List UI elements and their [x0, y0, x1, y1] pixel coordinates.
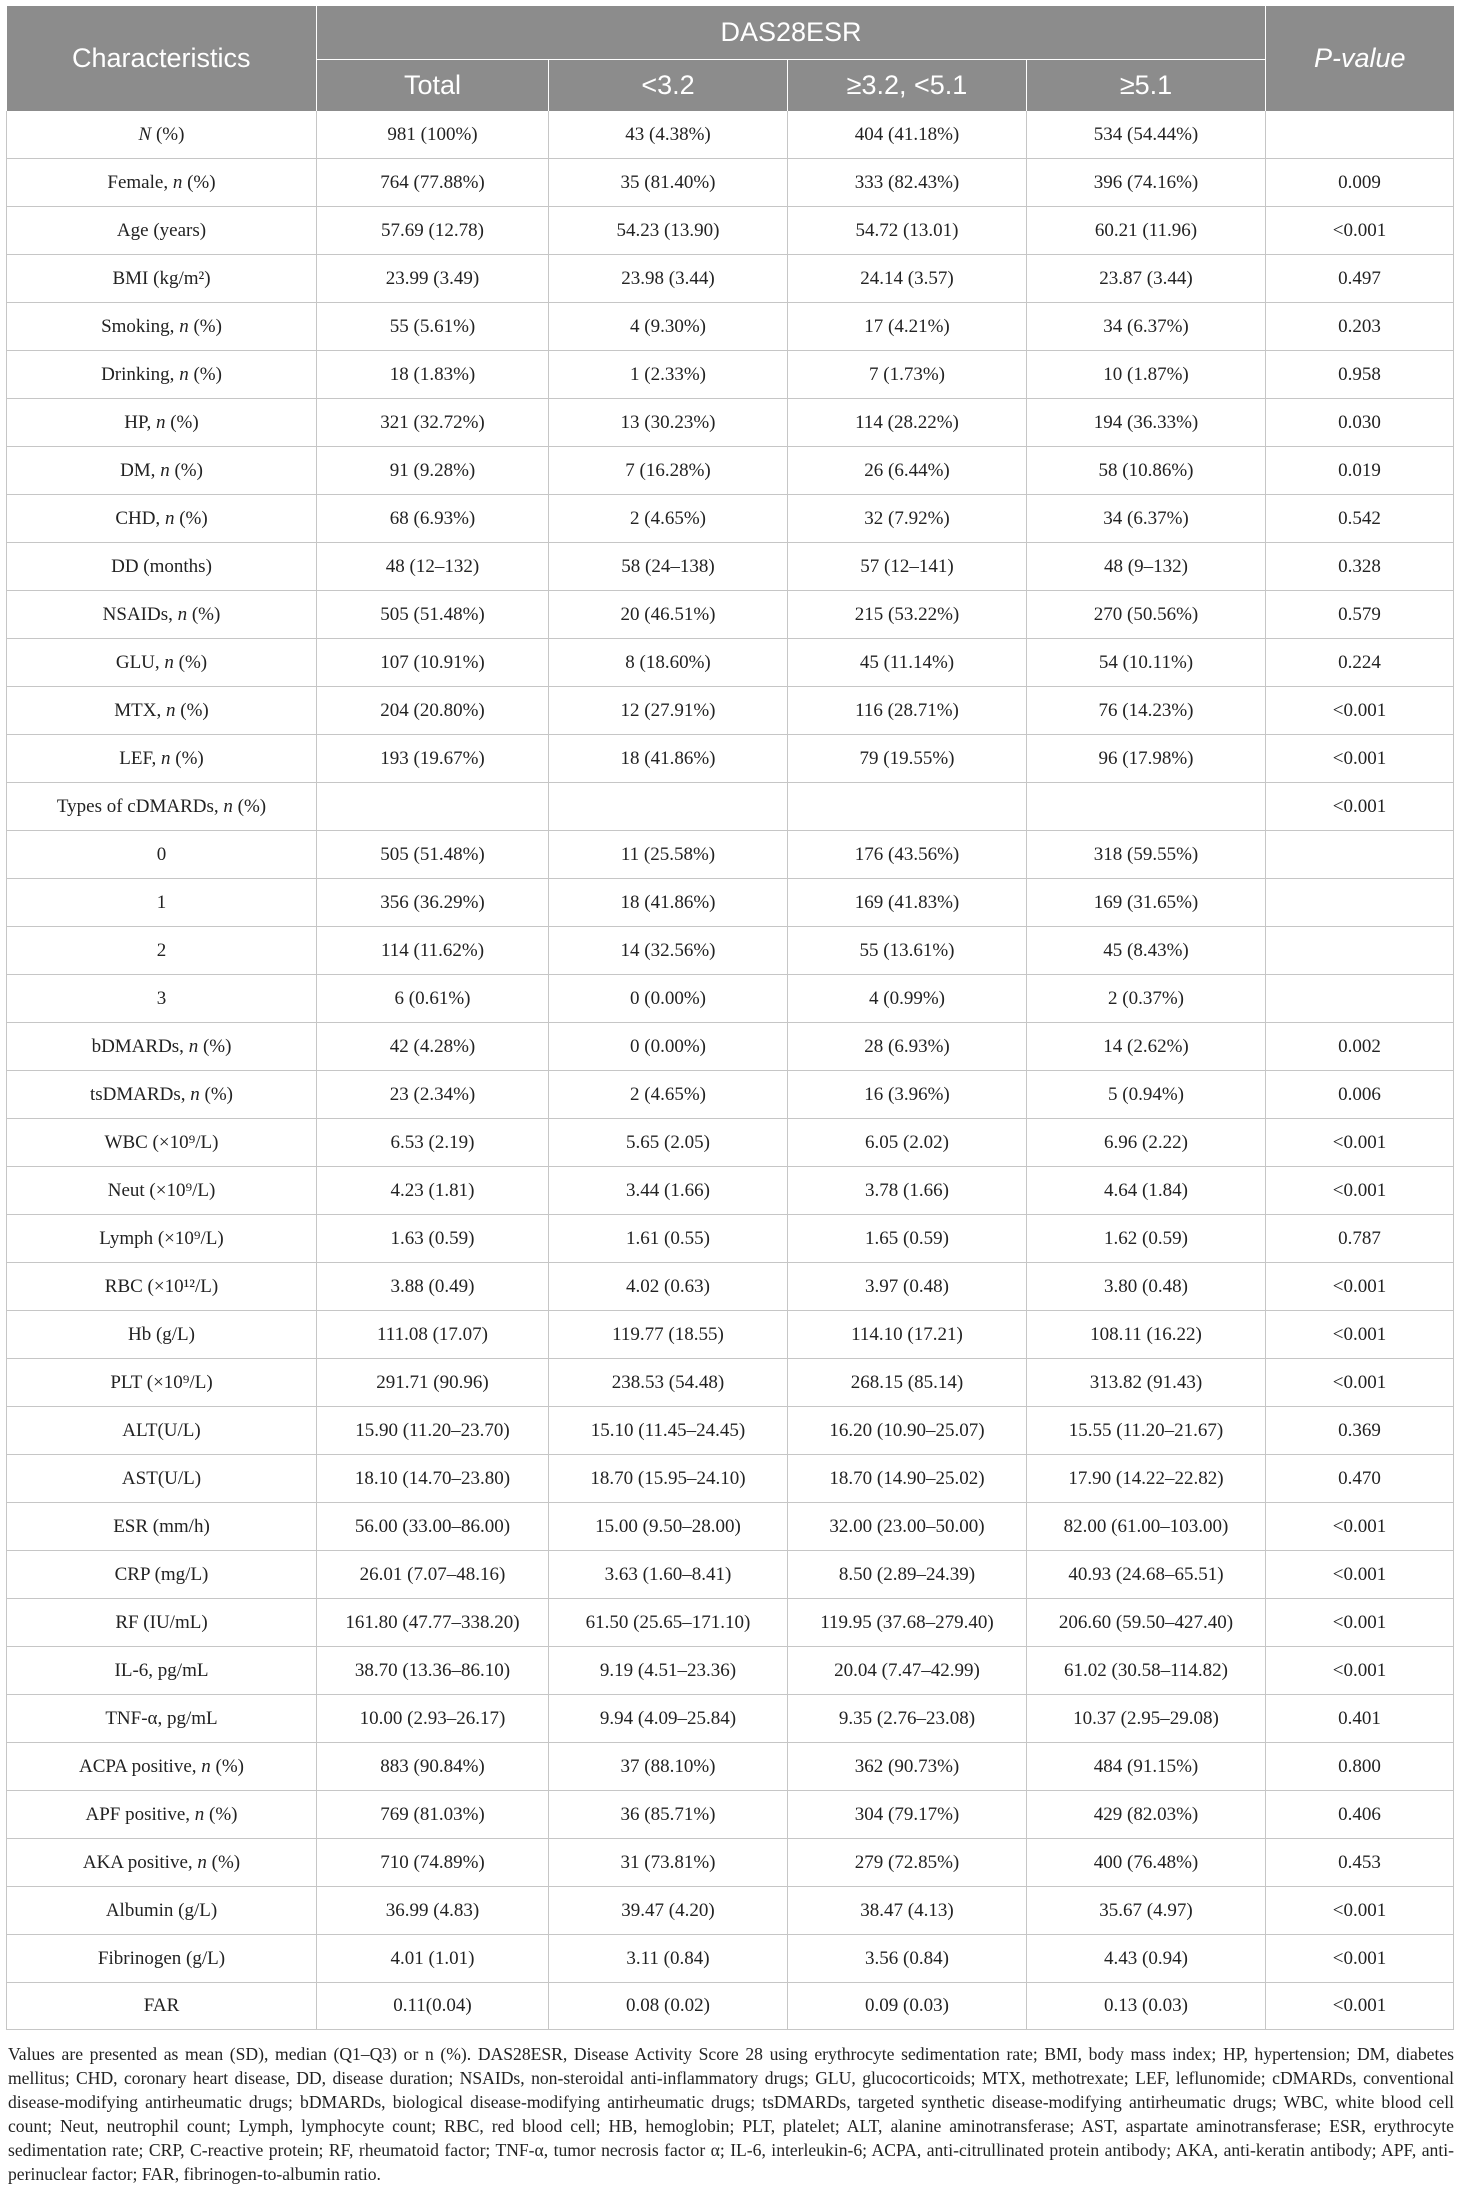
table-row: [7, 687, 1454, 735]
value-cell: 15.10 (11.45–24.45): [549, 1407, 788, 1455]
value-cell: 0.08 (0.02): [549, 1983, 788, 2030]
value-cell: 3.63 (1.60–8.41): [549, 1551, 788, 1599]
p-value-cell: <0.001: [1266, 1119, 1454, 1167]
value-cell: 4.02 (0.63): [549, 1263, 788, 1311]
header-col-moderate: ≥3.2, <5.1: [788, 60, 1027, 112]
row-label: ESR (mm/h): [7, 1503, 317, 1551]
row-label: ALT(U/L): [7, 1407, 317, 1455]
value-cell: 28 (6.93%): [788, 1023, 1027, 1071]
table-body: [7, 111, 1454, 2030]
table-row: [7, 639, 1454, 687]
value-cell: 116 (28.71%): [788, 687, 1027, 735]
p-value-cell: <0.001: [1266, 207, 1454, 255]
value-cell: 4.23 (1.81): [317, 1167, 549, 1215]
p-value-cell: [1266, 927, 1454, 975]
table-row: [7, 1935, 1454, 1983]
value-cell: 56.00 (33.00–86.00): [317, 1503, 549, 1551]
value-cell: 114 (28.22%): [788, 399, 1027, 447]
value-cell: 3.56 (0.84): [788, 1935, 1027, 1983]
value-cell: 76 (14.23%): [1027, 687, 1266, 735]
value-cell: 34 (6.37%): [1027, 303, 1266, 351]
value-cell: 38.47 (4.13): [788, 1887, 1027, 1935]
row-label: PLT (×10⁹/L): [7, 1359, 317, 1407]
value-cell: 0.09 (0.03): [788, 1983, 1027, 2030]
value-cell: 1.63 (0.59): [317, 1215, 549, 1263]
table-row: [7, 543, 1454, 591]
row-label: LEF, n (%): [7, 735, 317, 783]
value-cell: 9.94 (4.09–25.84): [549, 1695, 788, 1743]
value-cell: 54.72 (13.01): [788, 207, 1027, 255]
row-label: N (%): [7, 111, 317, 159]
p-value-cell: <0.001: [1266, 1887, 1454, 1935]
table-row: [7, 1839, 1454, 1887]
table-row: [7, 495, 1454, 543]
value-cell: 4.01 (1.01): [317, 1935, 549, 1983]
row-label: DM, n (%): [7, 447, 317, 495]
value-cell: 18 (41.86%): [549, 879, 788, 927]
value-cell: 321 (32.72%): [317, 399, 549, 447]
p-value-cell: <0.001: [1266, 1359, 1454, 1407]
p-value-cell: <0.001: [1266, 735, 1454, 783]
p-value-cell: [1266, 879, 1454, 927]
row-label: Types of cDMARDs, n (%): [7, 783, 317, 831]
value-cell: 18.70 (15.95–24.10): [549, 1455, 788, 1503]
value-cell: 108.11 (16.22): [1027, 1311, 1266, 1359]
row-label: AST(U/L): [7, 1455, 317, 1503]
value-cell: 35 (81.40%): [549, 159, 788, 207]
value-cell: 16 (3.96%): [788, 1071, 1027, 1119]
value-cell: 10.37 (2.95–29.08): [1027, 1695, 1266, 1743]
value-cell: 6.05 (2.02): [788, 1119, 1027, 1167]
row-label: IL-6, pg/mL: [7, 1647, 317, 1695]
value-cell: 764 (77.88%): [317, 159, 549, 207]
value-cell: 15.90 (11.20–23.70): [317, 1407, 549, 1455]
value-cell: 5.65 (2.05): [549, 1119, 788, 1167]
value-cell: 2 (0.37%): [1027, 975, 1266, 1023]
value-cell: 356 (36.29%): [317, 879, 549, 927]
value-cell: 42 (4.28%): [317, 1023, 549, 1071]
value-cell: 1.65 (0.59): [788, 1215, 1027, 1263]
value-cell: 119.95 (37.68–279.40): [788, 1599, 1027, 1647]
p-value-cell: 0.470: [1266, 1455, 1454, 1503]
table-row: [7, 111, 1454, 159]
table-row: [7, 1455, 1454, 1503]
table-row: [7, 159, 1454, 207]
p-value-cell: 0.224: [1266, 639, 1454, 687]
value-cell: 55 (5.61%): [317, 303, 549, 351]
value-cell: [788, 783, 1027, 831]
value-cell: 4.64 (1.84): [1027, 1167, 1266, 1215]
p-value-cell: 0.369: [1266, 1407, 1454, 1455]
p-value-cell: [1266, 831, 1454, 879]
header-col-total: Total: [317, 60, 549, 112]
row-label: RF (IU/mL): [7, 1599, 317, 1647]
table-row: [7, 1791, 1454, 1839]
value-cell: 16.20 (10.90–25.07): [788, 1407, 1027, 1455]
value-cell: 2 (4.65%): [549, 1071, 788, 1119]
value-cell: 15.00 (9.50–28.00): [549, 1503, 788, 1551]
value-cell: 57 (12–141): [788, 543, 1027, 591]
value-cell: 313.82 (91.43): [1027, 1359, 1266, 1407]
table-row: [7, 1023, 1454, 1071]
value-cell: 40.93 (24.68–65.51): [1027, 1551, 1266, 1599]
value-cell: 3.44 (1.66): [549, 1167, 788, 1215]
value-cell: 54 (10.11%): [1027, 639, 1266, 687]
p-value-cell: <0.001: [1266, 1167, 1454, 1215]
p-value-cell: 0.787: [1266, 1215, 1454, 1263]
row-label: WBC (×10⁹/L): [7, 1119, 317, 1167]
value-cell: 2 (4.65%): [549, 495, 788, 543]
value-cell: 3.80 (0.48): [1027, 1263, 1266, 1311]
row-label: Age (years): [7, 207, 317, 255]
value-cell: 32 (7.92%): [788, 495, 1027, 543]
row-label: TNF-α, pg/mL: [7, 1695, 317, 1743]
value-cell: 161.80 (47.77–338.20): [317, 1599, 549, 1647]
table-row: [7, 1983, 1454, 2030]
row-label: Drinking, n (%): [7, 351, 317, 399]
p-value-cell: 0.019: [1266, 447, 1454, 495]
table-row: [7, 1887, 1454, 1935]
p-value-cell: 0.800: [1266, 1743, 1454, 1791]
value-cell: 48 (9–132): [1027, 543, 1266, 591]
row-label: 3: [7, 975, 317, 1023]
table-row: [7, 399, 1454, 447]
value-cell: 362 (90.73%): [788, 1743, 1027, 1791]
value-cell: 333 (82.43%): [788, 159, 1027, 207]
value-cell: 7 (1.73%): [788, 351, 1027, 399]
value-cell: 82.00 (61.00–103.00): [1027, 1503, 1266, 1551]
characteristics-table: [6, 6, 1454, 2030]
value-cell: 10 (1.87%): [1027, 351, 1266, 399]
row-label: HP, n (%): [7, 399, 317, 447]
value-cell: 1.61 (0.55): [549, 1215, 788, 1263]
p-value-cell: 0.006: [1266, 1071, 1454, 1119]
value-cell: 0.13 (0.03): [1027, 1983, 1266, 2030]
header-p-value: P-value: [1266, 6, 1454, 111]
table-footnote: Values are presented as mean (SD), median (Q1–Q3) or n (%). DAS28ESR, Disease Activity Score 28 using erythrocyte sedimentation rate; BMI, body mass index; HP, hypertension; DM, diabetes mellitus; CHD, coronary heart disease, DD, disease duration; NSAIDs, non-steroidal anti-inflammatory drugs; GLU, glucocorticoids; MTX, methotrexate; LEF, leflunomide; cDMARDs, conventional disease-modifying antirheumatic drugs; bDMARDs, biological disease-modifying antirheumatic drugs; tsDMARDs, targeted synthetic disease-modifying antirheumatic drugs; WBC, white blood cell count; Neut, neutrophil count; Lymph, lymphocyte count; RBC, red blood cell; HB, hemoglobin; PLT, platelet; ALT, alanine aminotransferase; AST, aspartate aminotransferase; ESR, erythrocyte sedimentation rate; CRP, C-reactive protein; RF, rheumatoid factor; TNF-α, tumor necrosis factor α; IL-6, interleukin-6; ACPA, anti-citrullinated protein antibody; AKA, anti-keratin antibody; APF, anti-perinuclear factor; FAR, fibrinogen-to-albumin ratio.: [8, 2044, 1454, 2184]
row-label: 1: [7, 879, 317, 927]
p-value-cell: <0.001: [1266, 1551, 1454, 1599]
p-value-cell: 0.406: [1266, 1791, 1454, 1839]
value-cell: 169 (31.65%): [1027, 879, 1266, 927]
value-cell: 12 (27.91%): [549, 687, 788, 735]
p-value-cell: <0.001: [1266, 1935, 1454, 1983]
value-cell: 14 (32.56%): [549, 927, 788, 975]
value-cell: 114.10 (17.21): [788, 1311, 1027, 1359]
value-cell: 8.50 (2.89–24.39): [788, 1551, 1027, 1599]
table-row: [7, 1215, 1454, 1263]
value-cell: 61.50 (25.65–171.10): [549, 1599, 788, 1647]
value-cell: 58 (24–138): [549, 543, 788, 591]
value-cell: 17 (4.21%): [788, 303, 1027, 351]
value-cell: 23 (2.34%): [317, 1071, 549, 1119]
table-row: [7, 447, 1454, 495]
value-cell: 114 (11.62%): [317, 927, 549, 975]
p-value-cell: 0.542: [1266, 495, 1454, 543]
p-value-cell: 0.009: [1266, 159, 1454, 207]
value-cell: 23.87 (3.44): [1027, 255, 1266, 303]
value-cell: 60.21 (11.96): [1027, 207, 1266, 255]
value-cell: 215 (53.22%): [788, 591, 1027, 639]
value-cell: 1 (2.33%): [549, 351, 788, 399]
value-cell: 193 (19.67%): [317, 735, 549, 783]
value-cell: 18.10 (14.70–23.80): [317, 1455, 549, 1503]
value-cell: 710 (74.89%): [317, 1839, 549, 1887]
table-row: [7, 1599, 1454, 1647]
p-value-cell: 0.203: [1266, 303, 1454, 351]
value-cell: 23.99 (3.49): [317, 255, 549, 303]
p-value-cell: <0.001: [1266, 783, 1454, 831]
p-value-cell: 0.453: [1266, 1839, 1454, 1887]
value-cell: 39.47 (4.20): [549, 1887, 788, 1935]
row-label: AKA positive, n (%): [7, 1839, 317, 1887]
row-label: DD (months): [7, 543, 317, 591]
p-value-cell: [1266, 975, 1454, 1023]
value-cell: 400 (76.48%): [1027, 1839, 1266, 1887]
table-row: [7, 879, 1454, 927]
row-label: FAR: [7, 1983, 317, 2030]
row-label: GLU, n (%): [7, 639, 317, 687]
value-cell: 3.78 (1.66): [788, 1167, 1027, 1215]
p-value-cell: <0.001: [1266, 1263, 1454, 1311]
value-cell: 18 (41.86%): [549, 735, 788, 783]
value-cell: 31 (73.81%): [549, 1839, 788, 1887]
p-value-cell: 0.497: [1266, 255, 1454, 303]
value-cell: 4.43 (0.94): [1027, 1935, 1266, 1983]
value-cell: 8 (18.60%): [549, 639, 788, 687]
value-cell: 505 (51.48%): [317, 831, 549, 879]
value-cell: 238.53 (54.48): [549, 1359, 788, 1407]
value-cell: 10.00 (2.93–26.17): [317, 1695, 549, 1743]
p-value-cell: <0.001: [1266, 687, 1454, 735]
row-label: Fibrinogen (g/L): [7, 1935, 317, 1983]
value-cell: 291.71 (90.96): [317, 1359, 549, 1407]
value-cell: [317, 783, 549, 831]
row-label: bDMARDs, n (%): [7, 1023, 317, 1071]
value-cell: 3.97 (0.48): [788, 1263, 1027, 1311]
value-cell: 91 (9.28%): [317, 447, 549, 495]
value-cell: 43 (4.38%): [549, 111, 788, 159]
table-row: [7, 1407, 1454, 1455]
table-row: [7, 1647, 1454, 1695]
value-cell: 981 (100%): [317, 111, 549, 159]
value-cell: 304 (79.17%): [788, 1791, 1027, 1839]
value-cell: 169 (41.83%): [788, 879, 1027, 927]
row-label: Female, n (%): [7, 159, 317, 207]
value-cell: 6 (0.61%): [317, 975, 549, 1023]
value-cell: 396 (74.16%): [1027, 159, 1266, 207]
value-cell: 9.19 (4.51–23.36): [549, 1647, 788, 1695]
value-cell: 45 (11.14%): [788, 639, 1027, 687]
p-value-cell: <0.001: [1266, 1311, 1454, 1359]
header-col-low: <3.2: [549, 60, 788, 112]
value-cell: 3.11 (0.84): [549, 1935, 788, 1983]
value-cell: 404 (41.18%): [788, 111, 1027, 159]
value-cell: 35.67 (4.97): [1027, 1887, 1266, 1935]
value-cell: 6.53 (2.19): [317, 1119, 549, 1167]
p-value-cell: 0.579: [1266, 591, 1454, 639]
value-cell: [549, 783, 788, 831]
value-cell: 11 (25.58%): [549, 831, 788, 879]
value-cell: 268.15 (85.14): [788, 1359, 1027, 1407]
row-label: Albumin (g/L): [7, 1887, 317, 1935]
value-cell: 20.04 (7.47–42.99): [788, 1647, 1027, 1695]
table-row: [7, 1071, 1454, 1119]
table-row: [7, 831, 1454, 879]
value-cell: 26.01 (7.07–48.16): [317, 1551, 549, 1599]
value-cell: 883 (90.84%): [317, 1743, 549, 1791]
value-cell: 15.55 (11.20–21.67): [1027, 1407, 1266, 1455]
p-value-cell: <0.001: [1266, 1503, 1454, 1551]
value-cell: 45 (8.43%): [1027, 927, 1266, 975]
row-label: Neut (×10⁹/L): [7, 1167, 317, 1215]
table-row: [7, 207, 1454, 255]
value-cell: [1027, 783, 1266, 831]
value-cell: 13 (30.23%): [549, 399, 788, 447]
value-cell: 38.70 (13.36–86.10): [317, 1647, 549, 1695]
row-label: tsDMARDs, n (%): [7, 1071, 317, 1119]
value-cell: 0 (0.00%): [549, 975, 788, 1023]
value-cell: 18 (1.83%): [317, 351, 549, 399]
table-row: [7, 303, 1454, 351]
value-cell: 119.77 (18.55): [549, 1311, 788, 1359]
table-row: [7, 1119, 1454, 1167]
value-cell: 107 (10.91%): [317, 639, 549, 687]
value-cell: 194 (36.33%): [1027, 399, 1266, 447]
p-value-cell: 0.958: [1266, 351, 1454, 399]
value-cell: 37 (88.10%): [549, 1743, 788, 1791]
value-cell: 34 (6.37%): [1027, 495, 1266, 543]
value-cell: 32.00 (23.00–50.00): [788, 1503, 1027, 1551]
row-label: 0: [7, 831, 317, 879]
table-row: [7, 591, 1454, 639]
value-cell: 17.90 (14.22–22.82): [1027, 1455, 1266, 1503]
value-cell: 6.96 (2.22): [1027, 1119, 1266, 1167]
row-label: 2: [7, 927, 317, 975]
table-row: [7, 1167, 1454, 1215]
value-cell: 26 (6.44%): [788, 447, 1027, 495]
value-cell: 61.02 (30.58–114.82): [1027, 1647, 1266, 1695]
value-cell: 534 (54.44%): [1027, 111, 1266, 159]
value-cell: 9.35 (2.76–23.08): [788, 1695, 1027, 1743]
table-row: [7, 975, 1454, 1023]
table-row: [7, 927, 1454, 975]
table-row: [7, 1311, 1454, 1359]
value-cell: 0 (0.00%): [549, 1023, 788, 1071]
p-value-cell: <0.001: [1266, 1983, 1454, 2030]
value-cell: 111.08 (17.07): [317, 1311, 549, 1359]
value-cell: 279 (72.85%): [788, 1839, 1027, 1887]
table-row: [7, 783, 1454, 831]
table-row: [7, 255, 1454, 303]
value-cell: 68 (6.93%): [317, 495, 549, 543]
value-cell: 0.11(0.04): [317, 1983, 549, 2030]
value-cell: 318 (59.55%): [1027, 831, 1266, 879]
value-cell: 270 (50.56%): [1027, 591, 1266, 639]
value-cell: 48 (12–132): [317, 543, 549, 591]
value-cell: 4 (9.30%): [549, 303, 788, 351]
row-label: MTX, n (%): [7, 687, 317, 735]
value-cell: 20 (46.51%): [549, 591, 788, 639]
p-value-cell: 0.328: [1266, 543, 1454, 591]
value-cell: 3.88 (0.49): [317, 1263, 549, 1311]
header-col-high: ≥5.1: [1027, 60, 1266, 112]
row-label: APF positive, n (%): [7, 1791, 317, 1839]
value-cell: 1.62 (0.59): [1027, 1215, 1266, 1263]
row-label: Lymph (×10⁹/L): [7, 1215, 317, 1263]
value-cell: 55 (13.61%): [788, 927, 1027, 975]
table-row: [7, 1263, 1454, 1311]
row-label: Hb (g/L): [7, 1311, 317, 1359]
row-label: BMI (kg/m²): [7, 255, 317, 303]
value-cell: 4 (0.99%): [788, 975, 1027, 1023]
value-cell: 5 (0.94%): [1027, 1071, 1266, 1119]
value-cell: 23.98 (3.44): [549, 255, 788, 303]
table-row: [7, 1551, 1454, 1599]
value-cell: 14 (2.62%): [1027, 1023, 1266, 1071]
row-label: NSAIDs, n (%): [7, 591, 317, 639]
table-row: [7, 1503, 1454, 1551]
p-value-cell: <0.001: [1266, 1647, 1454, 1695]
p-value-cell: 0.002: [1266, 1023, 1454, 1071]
table-row: [7, 1359, 1454, 1407]
value-cell: 204 (20.80%): [317, 687, 549, 735]
value-cell: 36.99 (4.83): [317, 1887, 549, 1935]
value-cell: 769 (81.03%): [317, 1791, 549, 1839]
value-cell: 429 (82.03%): [1027, 1791, 1266, 1839]
row-label: Smoking, n (%): [7, 303, 317, 351]
header-group-das28esr: DAS28ESR: [317, 6, 1266, 60]
value-cell: 54.23 (13.90): [549, 207, 788, 255]
value-cell: 96 (17.98%): [1027, 735, 1266, 783]
value-cell: 206.60 (59.50–427.40): [1027, 1599, 1266, 1647]
value-cell: 58 (10.86%): [1027, 447, 1266, 495]
header-characteristics: Characteristics: [7, 6, 317, 111]
row-label: CHD, n (%): [7, 495, 317, 543]
row-label: RBC (×10¹²/L): [7, 1263, 317, 1311]
table-row: [7, 1743, 1454, 1791]
p-value-cell: <0.001: [1266, 1599, 1454, 1647]
table-row: [7, 1695, 1454, 1743]
value-cell: 7 (16.28%): [549, 447, 788, 495]
value-cell: 36 (85.71%): [549, 1791, 788, 1839]
table-row: [7, 351, 1454, 399]
p-value-cell: [1266, 111, 1454, 159]
value-cell: 176 (43.56%): [788, 831, 1027, 879]
row-label: CRP (mg/L): [7, 1551, 317, 1599]
value-cell: 484 (91.15%): [1027, 1743, 1266, 1791]
p-value-cell: 0.401: [1266, 1695, 1454, 1743]
value-cell: 18.70 (14.90–25.02): [788, 1455, 1027, 1503]
row-label: ACPA positive, n (%): [7, 1743, 317, 1791]
p-value-cell: 0.030: [1266, 399, 1454, 447]
value-cell: 24.14 (3.57): [788, 255, 1027, 303]
value-cell: 79 (19.55%): [788, 735, 1027, 783]
table-row: [7, 735, 1454, 783]
value-cell: 57.69 (12.78): [317, 207, 549, 255]
value-cell: 505 (51.48%): [317, 591, 549, 639]
